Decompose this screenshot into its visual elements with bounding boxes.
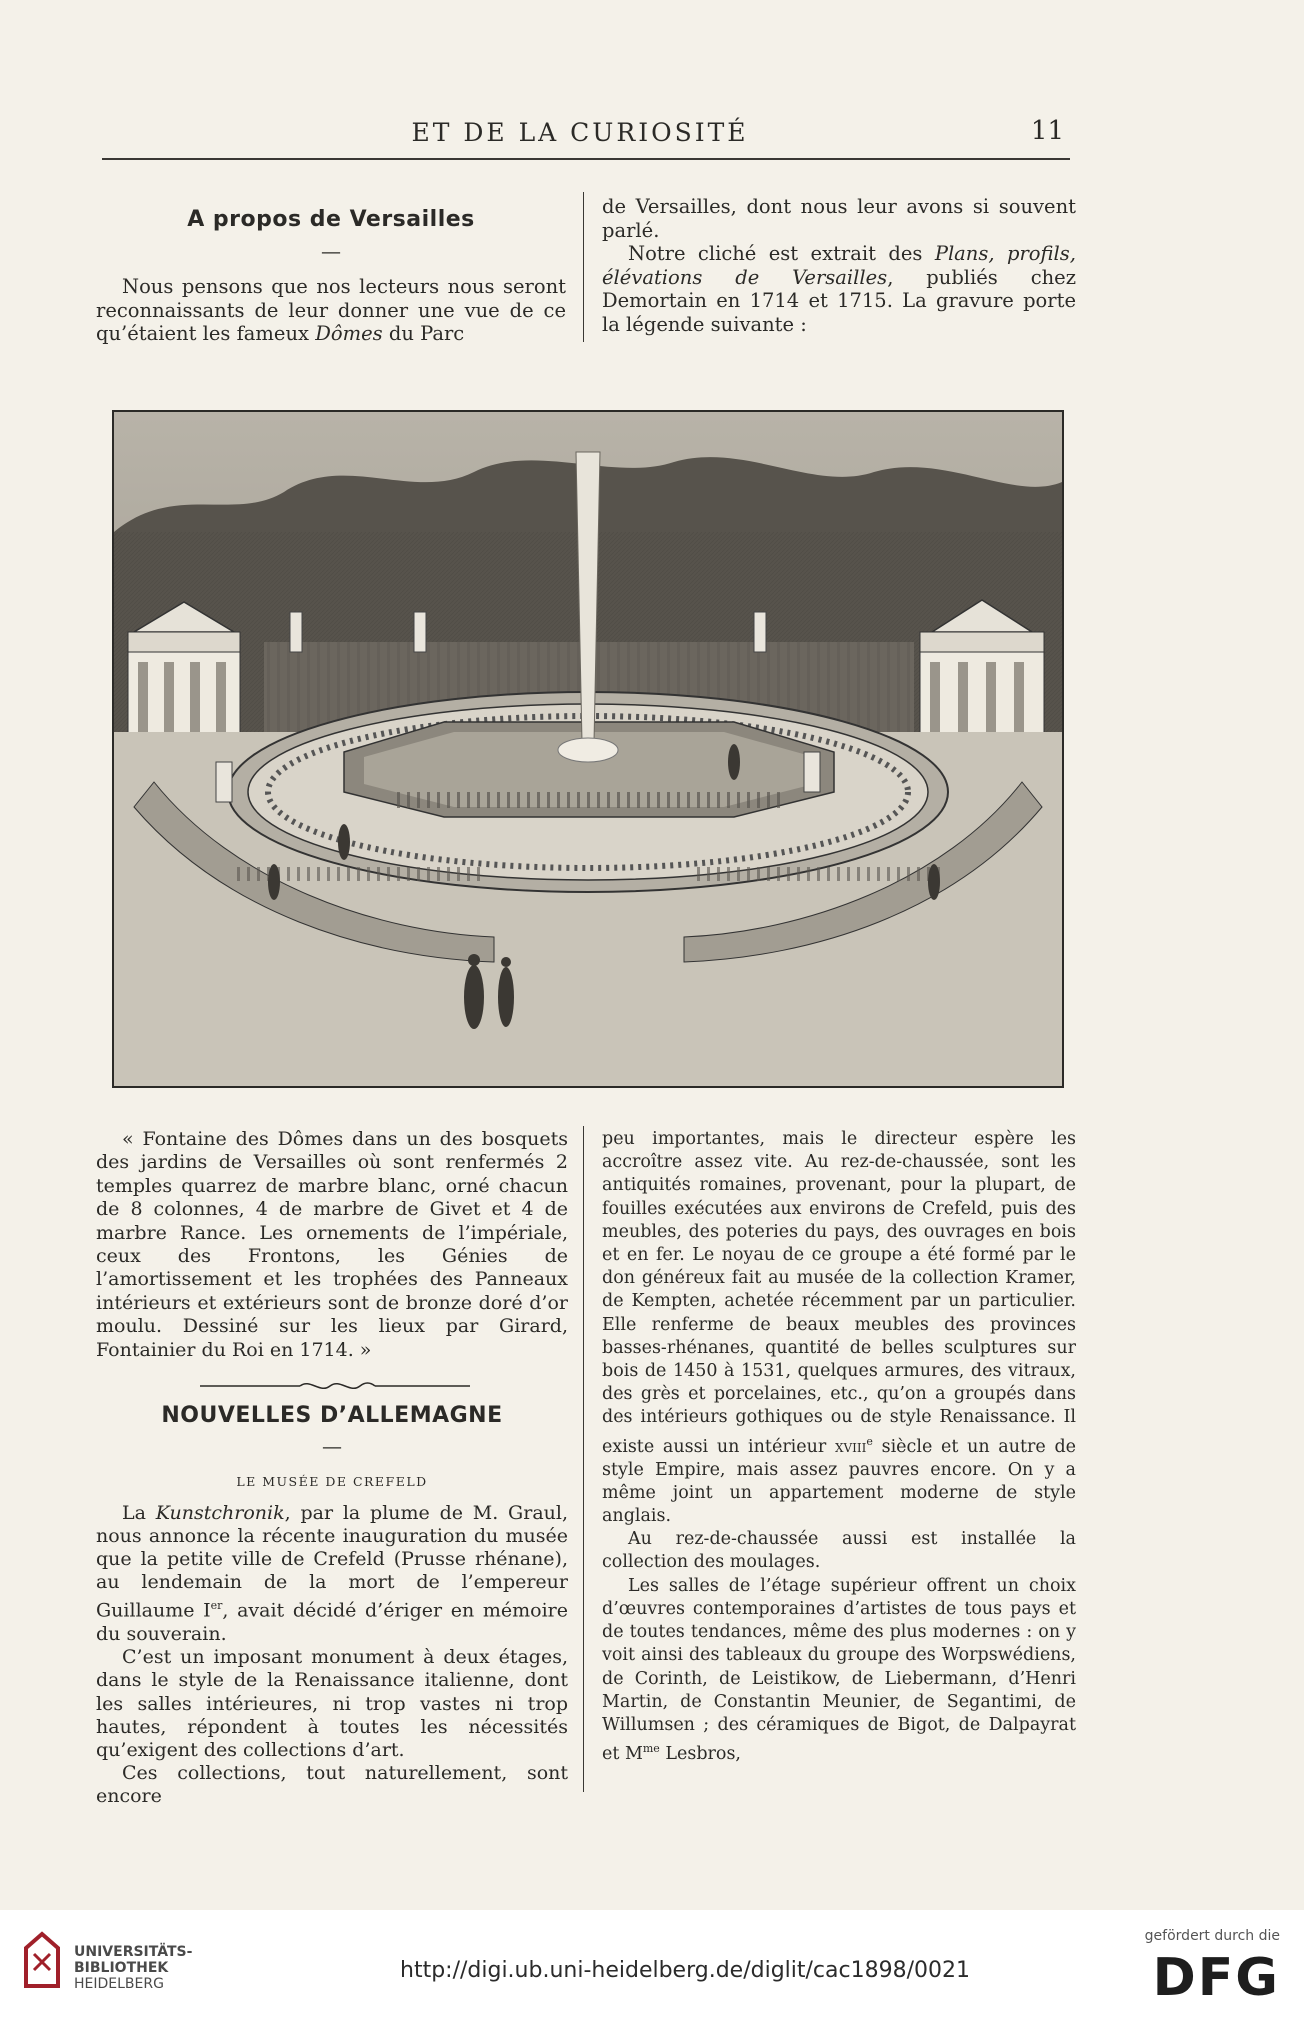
- italic-title: Plans, profils, élévations de Versailles: [602, 242, 1076, 289]
- article2-p1: [96, 1502, 568, 1647]
- century-numeral: xviii: [834, 1436, 867, 1457]
- article2-right-column: [602, 1128, 1076, 1766]
- article1-right-p1: de Versailles, dont nous leur avons si souvent parlé.: [602, 195, 1076, 242]
- library-name-line: HEIDELBERG: [74, 1976, 164, 1992]
- text-run: Notre cliché est extrait des: [628, 242, 935, 266]
- article2-r2: Au rez-de-chaussée aussi est installée la collection des moulages.: [602, 1529, 1076, 1573]
- ornament-divider: [200, 1378, 470, 1394]
- article1-left-column: [96, 196, 566, 346]
- text-run: , par la plume de M. Graul, nous annonce la récente inauguration du musée que la petite ville de Crefeld (Prusse rhénane), au lendemain de la mort de l’empereur Guillaume I: [96, 1501, 568, 1622]
- engraving-caption: [96, 1128, 568, 1362]
- digitization-footer: [0, 1910, 1304, 2018]
- text-run: Lesbros,: [659, 1743, 741, 1764]
- text-run: La: [122, 1501, 156, 1524]
- digital-object-url-link[interactable]: http://digi.ub.uni-heidelberg.de/diglit/cac1898/0021: [400, 1958, 970, 1983]
- article2-left-column: [96, 1400, 568, 1809]
- text-run: , avait décidé d’ériger en mémoire du souverain.: [96, 1599, 568, 1645]
- page-number: 11: [1030, 116, 1064, 146]
- article2-r3: [602, 1575, 1076, 1766]
- caption-text: « Fontaine des Dômes dans un des bosquets des jardins de Versailles où sont renfermés 2 temples quarrez de marbre blanc, orné chacun de 8 colonnes, 4 de marbre de Givet et 4 de marbre Rance. Les ornements de l’impériale, ceux des Frontons, les Génies de l’amortissement et les trophées des Panneaux intérieurs et extérieurs sont de bronze doré d’or moulu. Dessiné sur les lieux par Girard, Fontainier du Roi en 1714. »: [96, 1128, 568, 1361]
- article1-right-p2: [602, 242, 1076, 336]
- library-name-line: BIBLIOTHEK: [74, 1960, 169, 1976]
- article2-subtitle: LE MUSÉE DE CREFELD: [236, 1474, 428, 1490]
- dfg-logo: DFG: [1152, 1948, 1280, 2008]
- text-run: siècle et un autre de style Empire, mais assez pauvres encore. On y a même joint un appartement moderne de style anglais.: [602, 1436, 1076, 1527]
- italic-title: Kunstchronik: [155, 1501, 285, 1524]
- article1-dash: —: [321, 238, 341, 263]
- article1-left-paragraph: Nous pensons que nos lecteurs nous seront reconnaissants de leur donner une vue de ce qu’étaient les fameux Dômes du Parc: [96, 275, 566, 346]
- funded-by-label: gefördert durch die: [1144, 1928, 1280, 1944]
- article1-right-column: [602, 195, 1076, 337]
- text-run: Les salles de l’étage supérieur offrent un choix d’œuvres contemporaines d’artistes de tous pays et de toutes tendances, même des plus modernes : on y voit ainsi des tableaux du groupe des Worpswédiens, de Corinth, de Leistikow, de Liebermann, d’Henri Martin, de Constantin Meunier, de Segantimi, de Willumsen ; des céramiques de Bigot, de Dalpayrat et M: [602, 1575, 1076, 1764]
- article2-title: NOUVELLES D’ALLEMAGNE: [161, 1403, 503, 1428]
- engraving-illustration: [114, 412, 1062, 1086]
- engraving-fontaine-des-domes: [112, 410, 1064, 1088]
- article2-p3: Ces collections, tout naturellement, sont encore: [96, 1762, 568, 1808]
- university-library-logo-icon: [22, 1930, 62, 1990]
- superscript: er: [210, 1599, 223, 1613]
- header-rule: [102, 158, 1070, 160]
- running-head-title: ET DE LA CURIOSITÉ: [411, 118, 749, 147]
- article1-title: A propos de Versailles: [187, 207, 475, 232]
- superscript: me: [642, 1742, 660, 1756]
- article2-r1: [602, 1128, 1076, 1528]
- article2-p2: C’est un imposant monument à deux étages, dans le style de la Renaissance italienne, dont les salles intérieures, ni trop vastes ni trop hautes, répondent à toutes les nécessités qu’exigent des collections d’art.: [96, 1646, 568, 1761]
- library-name: [74, 1944, 192, 1992]
- superscript: e: [866, 1434, 873, 1448]
- library-name-line: UNIVERSITÄTS-: [74, 1944, 193, 1960]
- article2-dash: —: [322, 1434, 342, 1459]
- text-run: , publiés chez Demortain en 1714 et 1715. La gravure porte la légende suivante :: [602, 265, 1076, 336]
- text-run: peu importantes, mais le directeur espère les accroître assez vite. Au rez-de-chaussée, sont les antiquités romaines, provenant, pour la plupart, de fouilles exécutées aux environs de Crefeld, puis des meubles, des poteries du pays, des ouvrages en bois et en fer. Le noyau de ce groupe a été formé par le don généreux fait au musée de la collection Kramer, de Kempten, achetée récemment par un particulier. Elle renferme de beaux meubles des provinces basses-rhénanes, quantité de belles sculptures sur bois de 1450 à 1531, quelques armures, des vitraux, des grès et porcelaines, etc., qu’on a groupés dans des intérieurs gothiques ou de style Renaissance. Il existe aussi un intérieur: [602, 1129, 1076, 1457]
- column-divider-bottom: [583, 1126, 584, 1792]
- column-divider-top: [583, 192, 584, 342]
